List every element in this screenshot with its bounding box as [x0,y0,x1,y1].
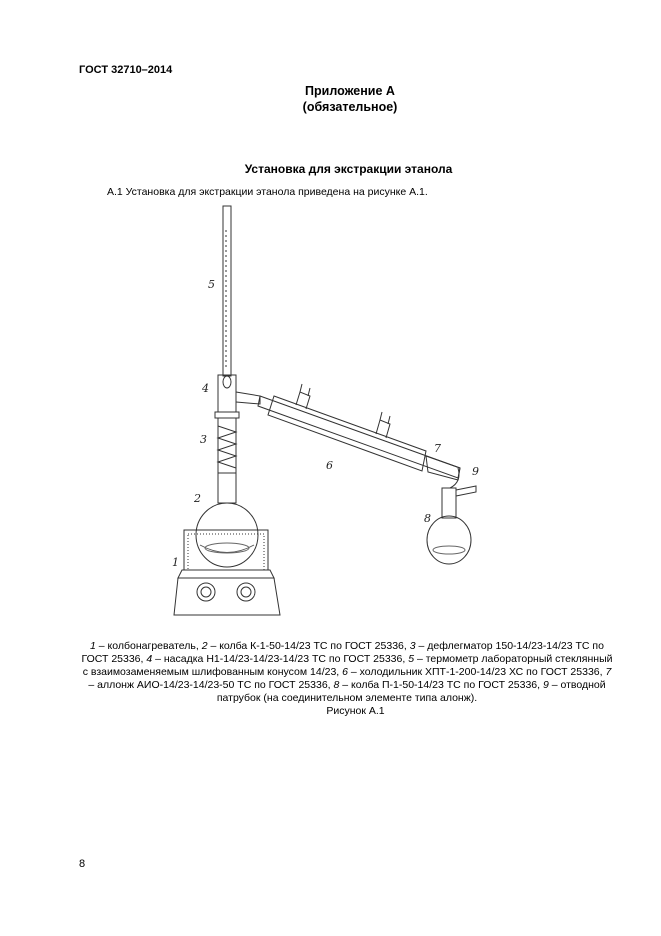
label-1: 1 [172,556,179,569]
extraction-apparatus-figure [160,200,500,625]
caption-item: 3 – дефлегматор 150-14/23-14/23 ТС по ГОСТ 25336, [81,640,604,665]
label-4: 4 [202,382,209,395]
label-3: 3 [200,433,207,446]
figure-caption [79,640,615,705]
label-8: 8 [424,512,431,525]
caption-item: 7 – аллонж АИО-14/23-14/23-50 ТС по ГОСТ 25336, [88,666,612,691]
caption-item: 4 – насадка Н1-14/23-14/23-14/23 ТС по ГОСТ 25336, [146,653,409,665]
caption-item: 5 – термометр лабораторный стеклянный с взаимозаменяемым шлифованным конусом 14/23, [82,653,613,678]
still-head-adapter [218,375,260,412]
label-5: 5 [208,278,215,291]
caption-item: 6 – холодильник ХПТ-1-200-14/23 ХС по ГОСТ 25336, [342,666,606,678]
label-9: 9 [472,465,479,478]
appendix-status: (обязательное) [302,100,398,114]
caption-item: 8 – колба П-1-50-14/23 ТС по ГОСТ 25336, [333,679,543,691]
section-title: Установка для экстракции этанола [244,162,453,176]
page-number: 8 [79,858,86,870]
figure-title: Рисунок А.1 [326,705,385,717]
allonge [426,456,460,488]
vent-tube [456,486,476,496]
liebig-condenser [258,384,460,478]
appendix-title: Приложение А [305,84,395,98]
intro-paragraph: А.1 Установка для экстракции этанола приведена на рисунке А.1. [107,186,428,198]
caption-item: 1 – колбонагреватель, [90,640,202,652]
label-6: 6 [326,459,333,472]
receiving-flask [427,488,471,564]
reflux-column [215,412,239,473]
round-bottom-flask [196,473,258,567]
caption-item: 9 – отводной патрубок (на соединительном элементе типа алонж). [216,679,606,704]
document-code: ГОСТ 32710–2014 [79,64,173,76]
caption-item: 2 – колба К-1-50-14/23 ТС по ГОСТ 25336, [201,640,410,652]
label-2: 2 [194,492,201,505]
label-7: 7 [434,442,441,455]
appendix-heading [300,83,400,115]
thermometer [223,206,231,388]
